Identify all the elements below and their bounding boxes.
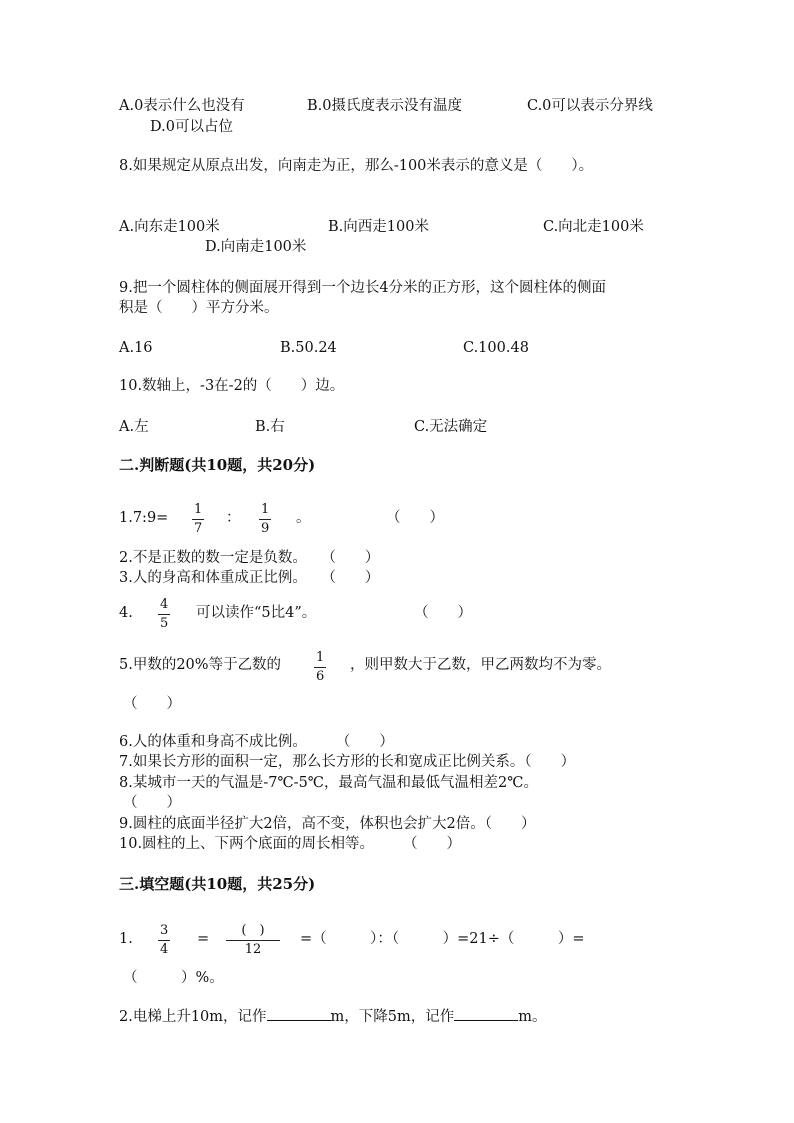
- j1-suffix: 。: [296, 510, 311, 526]
- f2-text2: m，下降5m，记作: [330, 1009, 455, 1025]
- j5-fraction: [314, 651, 326, 683]
- fraction-bar: [158, 614, 170, 615]
- j8-line2: （ ）: [123, 795, 181, 811]
- f1-frac1-denominator: 4: [160, 942, 169, 957]
- j1-frac2-numerator: 1: [261, 502, 270, 517]
- j4-frac-denominator: 5: [160, 616, 169, 631]
- q10-option-c: C.无法确定: [414, 419, 488, 435]
- q7-option-d: D.0可以占位: [150, 119, 233, 135]
- f2-text1: 2.电梯上升10m，记作: [119, 1009, 267, 1025]
- q7-option-c: C.0可以表示分界线: [527, 98, 653, 114]
- q8-stem: 8.如果规定从原点出发，向南走为正，那么-100米表示的意义是（ ）。: [119, 158, 594, 174]
- q10-option-b: B.右: [255, 419, 285, 435]
- j2: 2.不是正数的数一定是负数。 （ ）: [119, 550, 380, 566]
- fraction-bar: [259, 519, 271, 520]
- j4-text: 可以读作“5比4”。: [196, 605, 317, 621]
- j4-fraction: [158, 598, 170, 630]
- j10: 10.圆柱的上、下两个底面的周长相等。 （ ）: [119, 836, 462, 852]
- j1-prefix: 1.7:9=: [119, 510, 169, 526]
- fraction-bar: [314, 667, 326, 668]
- j1-frac1-numerator: 1: [194, 502, 203, 517]
- j4-answer-paren: （ ）: [414, 605, 472, 621]
- f1-frac2-numerator: ( ): [241, 923, 265, 938]
- j9: 9.圆柱的底面半径扩大2倍，高不变，体积也会扩大2倍。（ ）: [119, 816, 536, 832]
- q10-option-a: A.左: [119, 419, 149, 435]
- f1-fraction-2: [226, 924, 280, 956]
- j1-fraction-2: [259, 503, 271, 535]
- j6: 6.人的体重和身高不成比例。 （ ）: [119, 734, 394, 750]
- fraction-bar: [158, 940, 170, 941]
- j1-answer-paren: （ ）: [386, 510, 444, 526]
- j7: 7.如果长方形的面积一定，那么长方形的长和宽成正比例关系。（ ）: [119, 754, 576, 770]
- f2-blank-2[interactable]: [454, 1008, 518, 1021]
- f2-blank-1[interactable]: [267, 1008, 331, 1021]
- q9-option-c: C.100.48: [463, 340, 529, 356]
- f1-fraction-1: [158, 924, 170, 956]
- f2-text3: m。: [518, 1009, 547, 1025]
- q7-option-a: A.0表示什么也没有: [119, 98, 245, 114]
- f1-equals: =: [197, 931, 210, 947]
- q9-stem-line2: 积是（ ）平方分米。: [119, 300, 279, 316]
- q10-stem: 10.数轴上，-3在-2的（ ）边。: [119, 378, 345, 394]
- j5-text2: ，则甲数大于乙数，甲乙两数均不为零。: [350, 657, 611, 673]
- j5-answer-paren: （ ）: [123, 696, 181, 712]
- f1-rest: =（ ）：（ ）=21÷（ ）=: [300, 931, 585, 947]
- q9-option-a: A.16: [119, 340, 153, 356]
- j5-text1: 5.甲数的20%等于乙数的: [119, 657, 282, 673]
- j8-line1: 8.某城市一天的气温是-7℃-5℃，最高气温和最低气温相差2℃。: [119, 775, 538, 791]
- fraction-bar: [226, 940, 280, 941]
- q9-stem-line1: 9.把一个圆柱体的侧面展开得到一个边长4分米的正方形，这个圆柱体的侧面: [119, 280, 607, 296]
- j3: 3.人的身高和体重成正比例。 （ ）: [119, 570, 380, 586]
- q8-option-b: B.向西走100米: [328, 219, 429, 235]
- j4-prefix: 4.: [119, 605, 133, 621]
- f1-frac2-denominator: 12: [244, 942, 262, 957]
- f1-prefix: 1.: [119, 931, 133, 947]
- fraction-bar: [192, 519, 204, 520]
- section2-title: 二.判断题(共10题，共20分): [119, 456, 316, 474]
- f2-line: [119, 1008, 547, 1025]
- j5-frac-denominator: 6: [316, 669, 325, 684]
- q8-option-c: C.向北走100米: [543, 219, 644, 235]
- j5-frac-numerator: 1: [316, 650, 325, 665]
- q8-option-a: A.向东走100米: [119, 219, 220, 235]
- j1-fraction-1: [192, 503, 204, 535]
- j1-colon: ：: [226, 510, 241, 526]
- f1-frac1-numerator: 3: [160, 923, 169, 938]
- section3-title: 三.填空题(共10题，共25分): [119, 875, 316, 893]
- q8-option-d: D.向南走100米: [205, 239, 307, 255]
- q9-option-b: B.50.24: [280, 340, 337, 356]
- j1-frac1-denominator: 7: [194, 521, 203, 536]
- j4-frac-numerator: 4: [160, 597, 169, 612]
- j1-frac2-denominator: 9: [261, 521, 270, 536]
- q7-option-b: B.0摄氏度表示没有温度: [307, 98, 462, 114]
- f1-line2: （ ）%。: [123, 970, 224, 986]
